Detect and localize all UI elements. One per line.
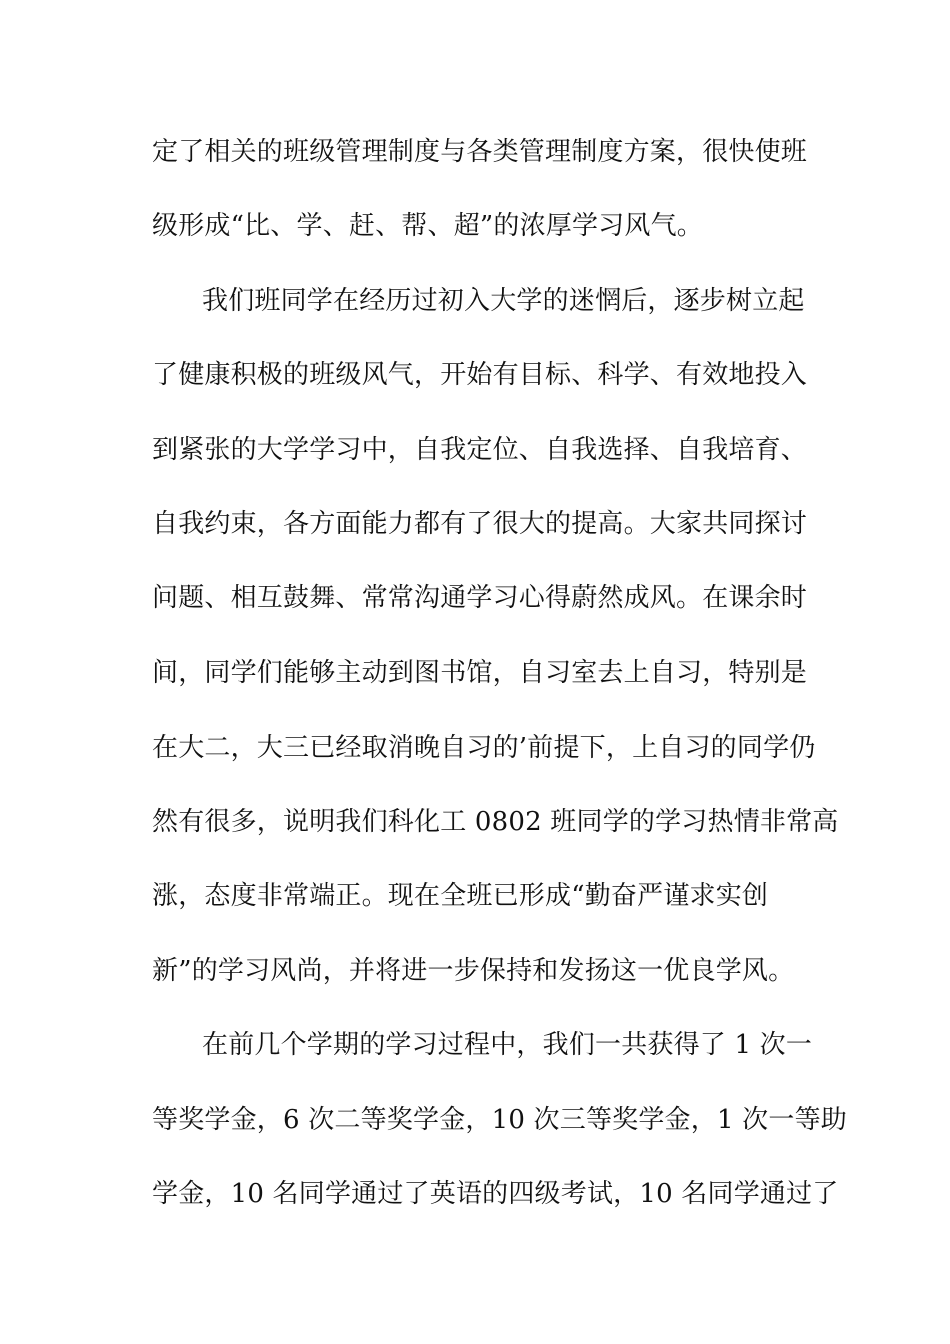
text-line: 了健康积极的班级风气，开始有目标、科学、有效地投入 bbox=[152, 360, 808, 390]
paragraph-start-line: 在前几个学期的学习过程中，我们一共获得了 1 次一 bbox=[202, 1030, 813, 1060]
text-line: 新”的学习风尚，并将进一步保持和发扬这一优良学风。 bbox=[152, 956, 795, 986]
text-line: 定了相关的班级管理制度与各类管理制度方案，很快使班 bbox=[152, 137, 808, 167]
text-line: 间，同学们能够主动到图书馆，自习室去上自习，特别是 bbox=[152, 658, 808, 688]
text-line: 在大二，大三已经取消晚自习的’前提下，上自习的同学仍 bbox=[152, 733, 816, 763]
text-line: 然有很多，说明我们科化工 0802 班同学的学习热情非常高 bbox=[152, 807, 839, 837]
text-line: 问题、相互鼓舞、常常沟通学习心得蔚然成风。在课余时 bbox=[152, 583, 808, 613]
text-line: 涨，态度非常端正。现在全班已形成“勤奋严谨求实创 bbox=[152, 881, 769, 911]
text-line: 到紧张的大学学习中，自我定位、自我选择、自我培育、 bbox=[152, 435, 808, 465]
text-line: 等奖学金，6 次二等奖学金，10 次三等奖学金，1 次一等助 bbox=[152, 1105, 847, 1135]
text-line: 自我约束，各方面能力都有了很大的提高。大家共同探讨 bbox=[152, 509, 808, 539]
text-line: 学金，10 名同学通过了英语的四级考试，10 名同学通过了 bbox=[152, 1179, 839, 1209]
paragraph-start-line: 我们班同学在经历过初入大学的迷惘后，逐步树立起 bbox=[202, 286, 805, 316]
text-line: 级形成“比、学、赶、帮、超”的浓厚学习风气。 bbox=[152, 211, 703, 241]
